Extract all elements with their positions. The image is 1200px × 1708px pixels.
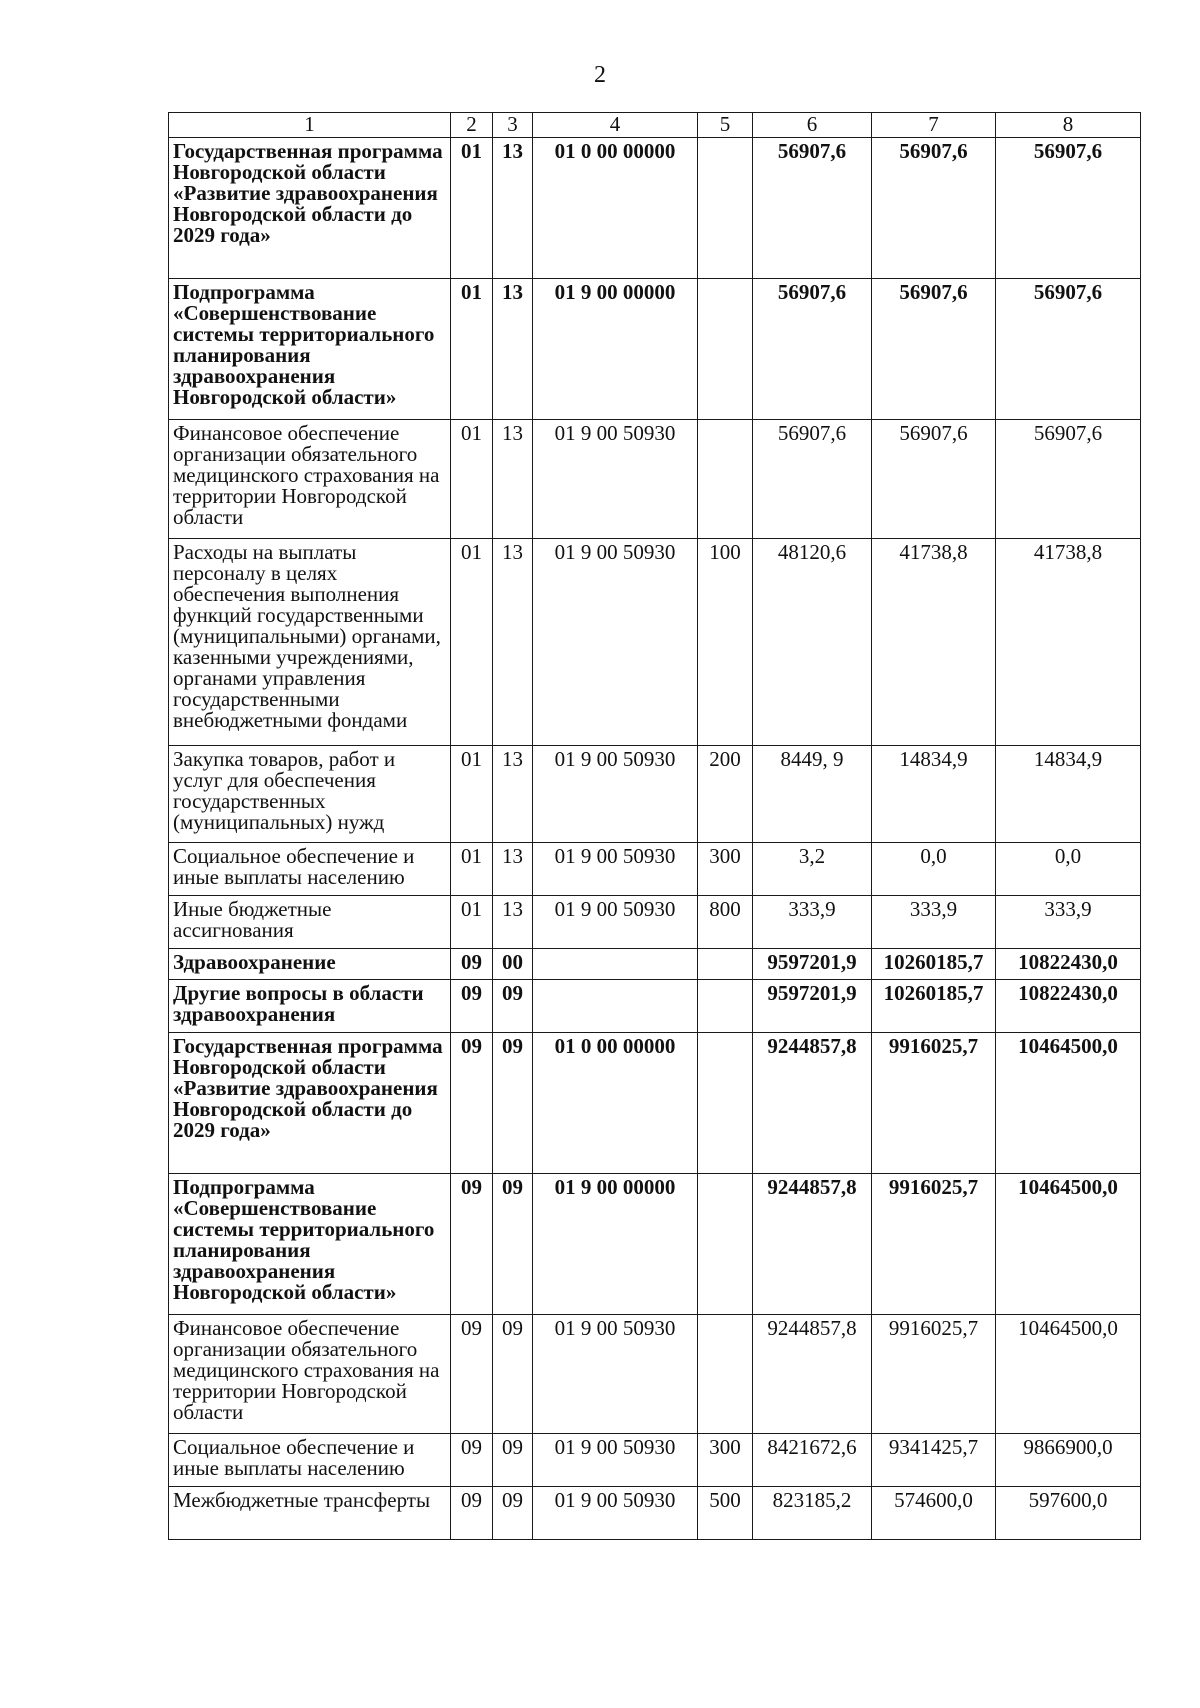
section-code-cell: 09 xyxy=(451,1434,493,1487)
amount-year3-cell: 10464500,0 xyxy=(996,1315,1141,1434)
amount-year1-cell: 8449, 9 xyxy=(753,746,872,843)
target-article-cell: 01 9 00 50930 xyxy=(533,746,698,843)
section-code-cell: 01 xyxy=(451,420,493,539)
header-cell: 5 xyxy=(698,113,753,138)
amount-year3-cell: 333,9 xyxy=(996,896,1141,949)
section-code-cell: 09 xyxy=(451,980,493,1033)
row-name-cell: Иные бюджетные ассигнования xyxy=(169,896,451,949)
amount-year1-cell: 9597201,9 xyxy=(753,980,872,1033)
amount-year2-cell: 9341425,7 xyxy=(872,1434,996,1487)
table-row xyxy=(169,1033,1141,1174)
target-article-cell: 01 0 00 00000 xyxy=(533,1033,698,1174)
table-row xyxy=(169,1434,1141,1487)
target-article-cell: 01 9 00 50930 xyxy=(533,539,698,746)
expense-type-cell xyxy=(698,138,753,279)
section-code-cell: 01 xyxy=(451,843,493,896)
table-row xyxy=(169,896,1141,949)
amount-year3-cell: 0,0 xyxy=(996,843,1141,896)
row-name-cell: Финансовое обеспечение организации обязательного медицинского страхования на территории Новгородской области xyxy=(169,1315,451,1434)
target-article-cell xyxy=(533,980,698,1033)
section-code-cell: 09 xyxy=(451,1487,493,1540)
amount-year1-cell: 3,2 xyxy=(753,843,872,896)
subsection-code-cell: 13 xyxy=(493,539,533,746)
amount-year1-cell: 333,9 xyxy=(753,896,872,949)
amount-year3-cell: 10822430,0 xyxy=(996,949,1141,980)
table-row xyxy=(169,746,1141,843)
table-row xyxy=(169,949,1141,980)
subsection-code-cell: 13 xyxy=(493,138,533,279)
target-article-cell: 01 9 00 50930 xyxy=(533,843,698,896)
target-article-cell: 01 0 00 00000 xyxy=(533,138,698,279)
amount-year2-cell: 574600,0 xyxy=(872,1487,996,1540)
page-number: 2 xyxy=(594,62,606,88)
expense-type-cell: 300 xyxy=(698,1434,753,1487)
subsection-code-cell: 13 xyxy=(493,279,533,420)
amount-year1-cell: 9597201,9 xyxy=(753,949,872,980)
amount-year1-cell: 9244857,8 xyxy=(753,1174,872,1315)
target-article-cell: 01 9 00 50930 xyxy=(533,1487,698,1540)
target-article-cell: 01 9 00 50930 xyxy=(533,1315,698,1434)
amount-year3-cell: 9866900,0 xyxy=(996,1434,1141,1487)
row-name-cell: Социальное обеспечение и иные выплаты населению xyxy=(169,843,451,896)
amount-year1-cell: 48120,6 xyxy=(753,539,872,746)
amount-year2-cell: 10260185,7 xyxy=(872,949,996,980)
table-row xyxy=(169,1315,1141,1434)
amount-year3-cell: 10464500,0 xyxy=(996,1033,1141,1174)
amount-year2-cell: 56907,6 xyxy=(872,138,996,279)
expense-type-cell: 300 xyxy=(698,843,753,896)
row-name-cell: Расходы на выплаты персоналу в целях обеспечения выполнения функций государственными (муниципальными) органами, казенными учреждениями, органами управления государственными внебюджетными фондами xyxy=(169,539,451,746)
subsection-code-cell: 09 xyxy=(493,1315,533,1434)
table-row xyxy=(169,843,1141,896)
amount-year2-cell: 10260185,7 xyxy=(872,980,996,1033)
table-row xyxy=(169,279,1141,420)
expense-type-cell xyxy=(698,279,753,420)
expense-type-cell xyxy=(698,1315,753,1434)
table-row xyxy=(169,1174,1141,1315)
amount-year3-cell: 14834,9 xyxy=(996,746,1141,843)
amount-year2-cell: 333,9 xyxy=(872,896,996,949)
amount-year2-cell: 14834,9 xyxy=(872,746,996,843)
section-code-cell: 01 xyxy=(451,746,493,843)
section-code-cell: 01 xyxy=(451,896,493,949)
target-article-cell: 01 9 00 50930 xyxy=(533,420,698,539)
table-row xyxy=(169,539,1141,746)
table-row xyxy=(169,1487,1141,1540)
expense-type-cell: 500 xyxy=(698,1487,753,1540)
section-code-cell: 01 xyxy=(451,279,493,420)
target-article-cell: 01 9 00 00000 xyxy=(533,1174,698,1315)
row-name-cell: Другие вопросы в области здравоохранения xyxy=(169,980,451,1033)
table-body xyxy=(169,113,1141,1540)
target-article-cell: 01 9 00 00000 xyxy=(533,279,698,420)
amount-year3-cell: 10464500,0 xyxy=(996,1174,1141,1315)
subsection-code-cell: 13 xyxy=(493,896,533,949)
amount-year2-cell: 41738,8 xyxy=(872,539,996,746)
section-code-cell: 01 xyxy=(451,539,493,746)
header-cell: 8 xyxy=(996,113,1141,138)
header-cell: 2 xyxy=(451,113,493,138)
amount-year1-cell: 56907,6 xyxy=(753,138,872,279)
amount-year2-cell: 0,0 xyxy=(872,843,996,896)
subsection-code-cell: 09 xyxy=(493,1487,533,1540)
budget-table xyxy=(168,112,1141,1540)
expense-type-cell xyxy=(698,1174,753,1315)
row-name-cell: Социальное обеспечение и иные выплаты населению xyxy=(169,1434,451,1487)
section-code-cell: 09 xyxy=(451,1033,493,1174)
subsection-code-cell: 13 xyxy=(493,843,533,896)
section-code-cell: 09 xyxy=(451,1315,493,1434)
table-header-row xyxy=(169,113,1141,138)
table-row xyxy=(169,420,1141,539)
amount-year3-cell: 10822430,0 xyxy=(996,980,1141,1033)
expense-type-cell xyxy=(698,420,753,539)
amount-year3-cell: 597600,0 xyxy=(996,1487,1141,1540)
amount-year1-cell: 9244857,8 xyxy=(753,1033,872,1174)
amount-year1-cell: 56907,6 xyxy=(753,279,872,420)
header-cell: 1 xyxy=(169,113,451,138)
section-code-cell: 09 xyxy=(451,949,493,980)
subsection-code-cell: 09 xyxy=(493,980,533,1033)
target-article-cell: 01 9 00 50930 xyxy=(533,896,698,949)
header-cell: 6 xyxy=(753,113,872,138)
expense-type-cell: 800 xyxy=(698,896,753,949)
amount-year1-cell: 9244857,8 xyxy=(753,1315,872,1434)
amount-year1-cell: 56907,6 xyxy=(753,420,872,539)
table-row xyxy=(169,980,1141,1033)
subsection-code-cell: 09 xyxy=(493,1033,533,1174)
subsection-code-cell: 00 xyxy=(493,949,533,980)
subsection-code-cell: 13 xyxy=(493,746,533,843)
table-row xyxy=(169,138,1141,279)
amount-year3-cell: 56907,6 xyxy=(996,138,1141,279)
amount-year3-cell: 56907,6 xyxy=(996,420,1141,539)
header-cell: 3 xyxy=(493,113,533,138)
subsection-code-cell: 09 xyxy=(493,1434,533,1487)
amount-year1-cell: 823185,2 xyxy=(753,1487,872,1540)
row-name-cell: Финансовое обеспечение организации обязательного медицинского страхования на территории Новгородской области xyxy=(169,420,451,539)
expense-type-cell xyxy=(698,980,753,1033)
section-code-cell: 09 xyxy=(451,1174,493,1315)
amount-year2-cell: 56907,6 xyxy=(872,279,996,420)
amount-year2-cell: 9916025,7 xyxy=(872,1033,996,1174)
amount-year2-cell: 9916025,7 xyxy=(872,1174,996,1315)
expense-type-cell xyxy=(698,1033,753,1174)
row-name-cell: Здравоохранение xyxy=(169,949,451,980)
expense-type-cell: 100 xyxy=(698,539,753,746)
row-name-cell: Межбюджетные трансферты xyxy=(169,1487,451,1540)
subsection-code-cell: 13 xyxy=(493,420,533,539)
row-name-cell: Государственная программа Новгородской области «Развитие здравоохранения Новгородской области до 2029 года» xyxy=(169,138,451,279)
row-name-cell: Государственная программа Новгородской области «Развитие здравоохранения Новгородской области до 2029 года» xyxy=(169,1033,451,1174)
expense-type-cell xyxy=(698,949,753,980)
header-cell: 4 xyxy=(533,113,698,138)
section-code-cell: 01 xyxy=(451,138,493,279)
expense-type-cell: 200 xyxy=(698,746,753,843)
target-article-cell xyxy=(533,949,698,980)
header-cell: 7 xyxy=(872,113,996,138)
amount-year3-cell: 56907,6 xyxy=(996,279,1141,420)
amount-year3-cell: 41738,8 xyxy=(996,539,1141,746)
amount-year2-cell: 56907,6 xyxy=(872,420,996,539)
target-article-cell: 01 9 00 50930 xyxy=(533,1434,698,1487)
amount-year2-cell: 9916025,7 xyxy=(872,1315,996,1434)
row-name-cell: Подпрограмма «Совершенствование системы территориального планирования здравоохранения Новгородской области» xyxy=(169,1174,451,1315)
row-name-cell: Закупка товаров, работ и услуг для обеспечения государственных (муниципальных) нужд xyxy=(169,746,451,843)
subsection-code-cell: 09 xyxy=(493,1174,533,1315)
amount-year1-cell: 8421672,6 xyxy=(753,1434,872,1487)
row-name-cell: Подпрограмма «Совершенствование системы территориального планирования здравоохранения Новгородской области» xyxy=(169,279,451,420)
